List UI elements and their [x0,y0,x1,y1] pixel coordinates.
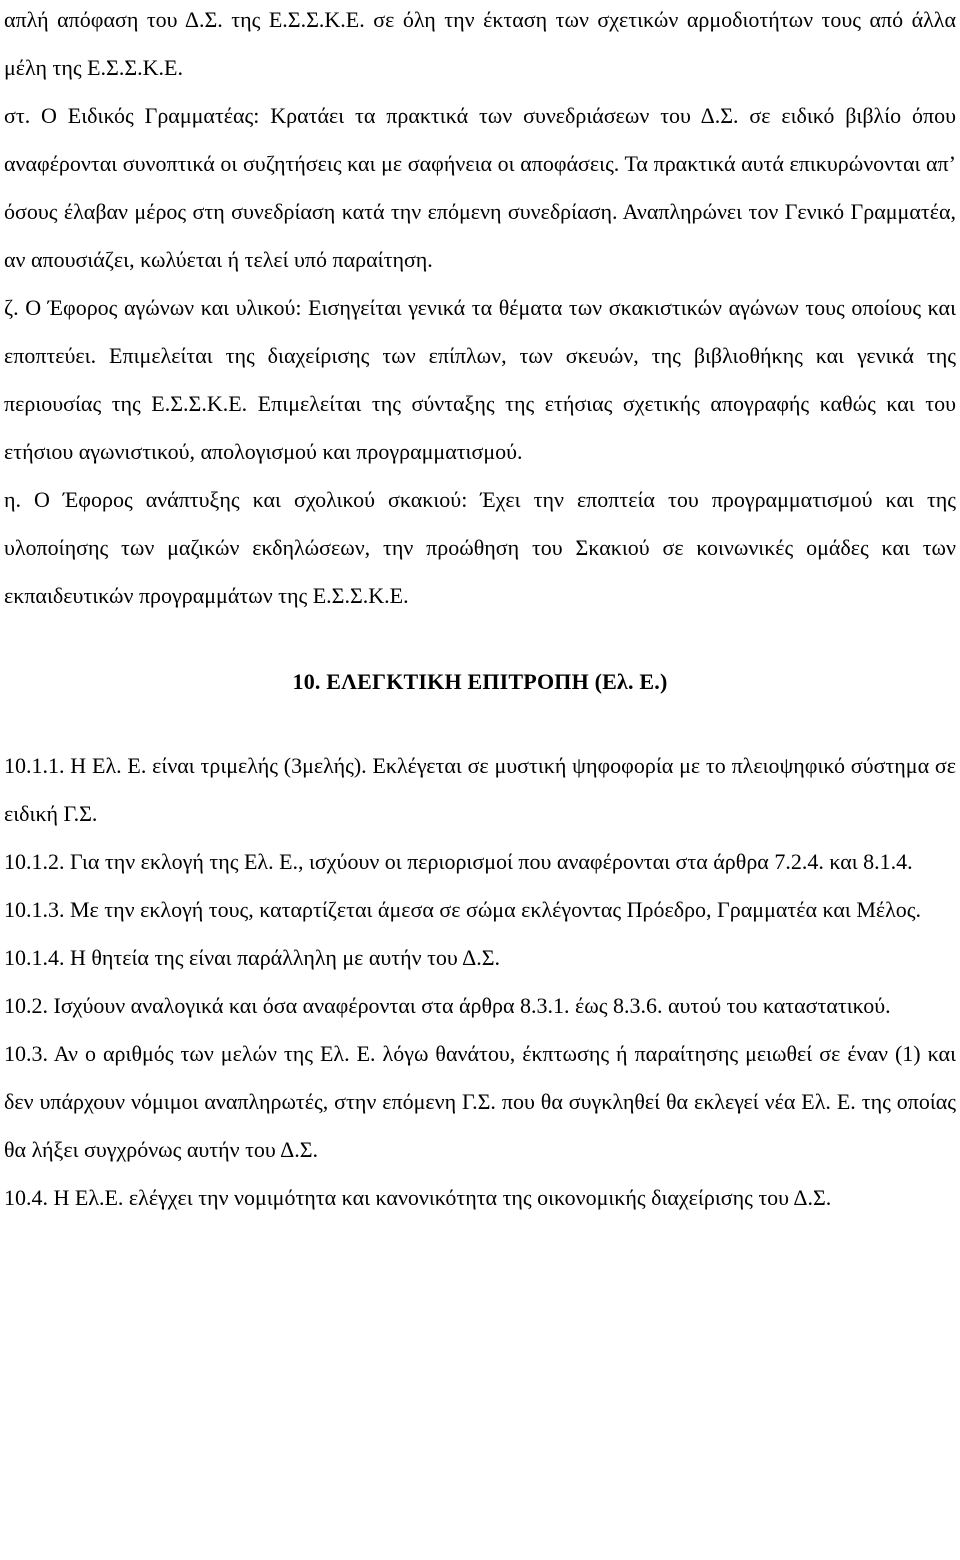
paragraph-10-2: 10.2. Ισχύουν αναλογικά και όσα αναφέρονται στα άρθρα 8.3.1. έως 8.3.6. αυτού του καταστατικού. [4,993,891,1018]
section-heading: 10. ΕΛΕΓΚΤΙΚΗ ΕΠΙΤΡΟΠΗ (Ελ. Ε.) [292,669,668,694]
paragraph-development-officer: η. Ο Έφορος ανάπτυξης και σχολικού σκακιού: Έχει την εποπτεία του προγραμματισμού και της υλοποίησης των μαζικών εκδηλώσεων, την προώθηση του Σκακιού σε κοινωνικές ομάδες και των εκπαιδευτικών προγραμμάτων της Ε.Σ.Σ.Κ.Ε. [4,487,956,608]
paragraph-10-3: 10.3. Αν ο αριθμός των μελών της Ελ. Ε. λόγω θανάτου, έκπτωσης ή παραίτησης μειωθεί σε έναν (1) και δεν υπάρχουν νόμιμοι αναπληρωτές, στην επόμενη Γ.Σ. που θα συγκληθεί θα εκλεγεί νέα Ελ. Ε. της οποίας θα λήξει συγχρόνως αυτήν του Δ.Σ. [4,1041,956,1162]
paragraph-games-equipment-officer: ζ. Ο Έφορος αγώνων και υλικού: Εισηγείται γενικά τα θέματα των σκακιστικών αγώνων τους οποίους και εποπτεύει. Επιμελείται της διαχείρισης των επίπλων, των σκευών, της βιβλιοθήκης και γενικά της περιουσίας της Ε.Σ.Σ.Κ.Ε. Επιμελείται της σύνταξης της ετήσιας σχετικής απογραφής καθώς και του ετήσιου αγωνιστικού, απολογισμού και προγραμματισμού. [4,295,956,464]
paragraph-10-4: 10.4. Η Ελ.Ε. ελέγχει την νομιμότητα και κανονικότητα της οικονομικής διαχείρισης του Δ.Σ. [4,1185,832,1210]
paragraph-10-1-4: 10.1.4. Η θητεία της είναι παράλληλη με αυτήν του Δ.Σ. [4,945,501,970]
paragraph-continuation: απλή απόφαση του Δ.Σ. της Ε.Σ.Σ.Κ.Ε. σε όλη την έκταση των σχετικών αρμοδιοτήτων τους από άλλα μέλη της Ε.Σ.Σ.Κ.Ε. [4,7,956,80]
paragraph-10-1-1: 10.1.1. Η Ελ. Ε. είναι τριμελής (3μελής). Εκλέγεται σε μυστική ψηφοφορία με το πλειοψηφικό σύστημα σε ειδική Γ.Σ. [4,753,956,826]
paragraph-10-1-3: 10.1.3. Με την εκλογή τους, καταρτίζεται άμεσα σε σώμα εκλέγοντας Πρόεδρο, Γραμματέα και Μέλος. [4,897,922,922]
paragraph-special-secretary: στ. Ο Ειδικός Γραμματέας: Κρατάει τα πρακτικά των συνεδριάσεων του Δ.Σ. σε ειδικό βιβλίο όπου αναφέρονται συνοπτικά οι συζητήσεις και με σαφήνεια οι αποφάσεις. Τα πρακτικά αυτά επικυρώνονται απ’ όσους έλαβαν μέρος στη συνεδρίαση κατά την επόμενη συνεδρίαση. Αναπληρώνει τον Γενικό Γραμματέα, αν απουσιάζει, κωλύεται ή τελεί υπό παραίτηση. [4,103,956,272]
paragraph-10-1-2: 10.1.2. Για την εκλογή της Ελ. Ε., ισχύουν οι περιορισμοί που αναφέρονται στα άρθρα 7.2.4. και 8.1.4. [4,849,913,874]
document-page [4,0,956,1222]
